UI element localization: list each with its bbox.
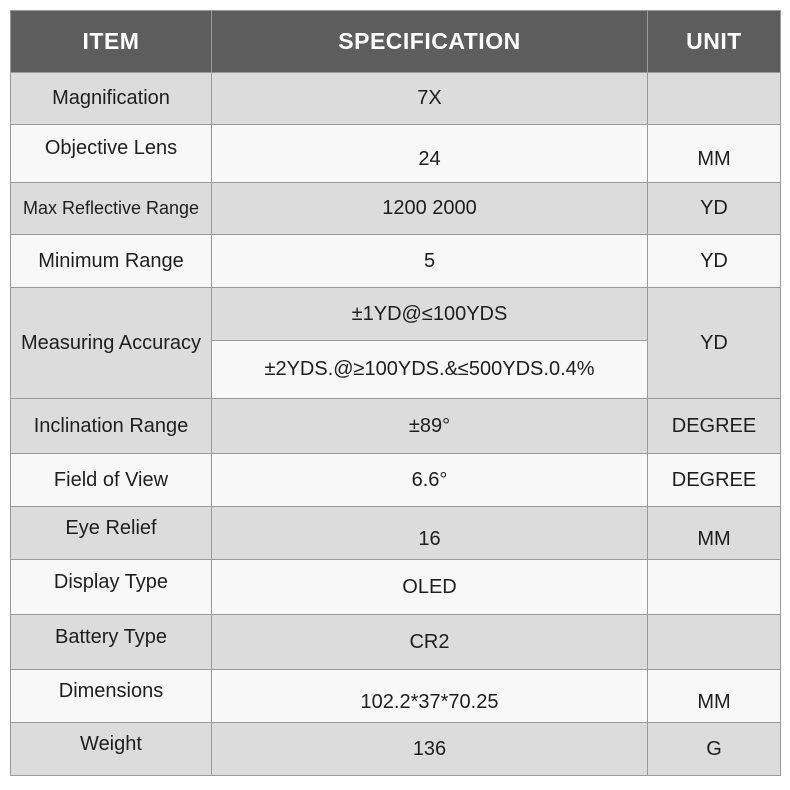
spec-cell-secondary: ±2YDS.@≥100YDS.&≤500YDS.0.4% (212, 341, 648, 399)
table-row (11, 615, 781, 670)
spec-cell: 102.2*37*70.25 (212, 670, 648, 723)
table-row (11, 723, 781, 776)
table-row (11, 73, 781, 125)
item-cell: Measuring Accuracy (11, 288, 212, 399)
item-cell: Objective Lens (11, 125, 212, 183)
table-row (11, 125, 781, 183)
unit-cell (648, 560, 781, 615)
spec-cell: 136 (212, 723, 648, 776)
unit-cell (648, 615, 781, 670)
spec-cell: ±89° (212, 399, 648, 454)
spec-cell: 24 (212, 125, 648, 183)
table-row (11, 235, 781, 288)
table-row (11, 183, 781, 235)
unit-cell: G (648, 723, 781, 776)
unit-cell: MM (648, 125, 781, 183)
item-cell: Dimensions (11, 670, 212, 723)
spec-cell: 6.6° (212, 454, 648, 507)
item-cell: Max Reflective Range (11, 183, 212, 235)
item-cell: Display Type (11, 560, 212, 615)
table-row (11, 399, 781, 454)
item-cell: Minimum Range (11, 235, 212, 288)
item-cell: Field of View (11, 454, 212, 507)
spec-cell: 16 (212, 507, 648, 560)
item-cell: Battery Type (11, 615, 212, 670)
table-row (11, 560, 781, 615)
item-cell: Weight (11, 723, 212, 776)
header-row (11, 11, 781, 73)
spec-cell: ±1YD@≤100YDS (212, 288, 648, 341)
header-unit: UNIT (648, 11, 781, 73)
item-cell: Eye Relief (11, 507, 212, 560)
header-item: ITEM (11, 11, 212, 73)
table-row (11, 670, 781, 723)
unit-cell: MM (648, 507, 781, 560)
specification-table (10, 10, 781, 776)
unit-cell: DEGREE (648, 399, 781, 454)
spec-cell: 7X (212, 73, 648, 125)
spec-cell: CR2 (212, 615, 648, 670)
table-row (11, 454, 781, 507)
unit-cell: MM (648, 670, 781, 723)
unit-cell: YD (648, 288, 781, 399)
unit-cell (648, 73, 781, 125)
unit-cell: DEGREE (648, 454, 781, 507)
table-row (11, 507, 781, 560)
spec-cell: OLED (212, 560, 648, 615)
spec-cell: 1200 2000 (212, 183, 648, 235)
item-cell: Inclination Range (11, 399, 212, 454)
spec-cell: 5 (212, 235, 648, 288)
item-cell: Magnification (11, 73, 212, 125)
table-row (11, 288, 781, 341)
header-specification: SPECIFICATION (212, 11, 648, 73)
spec-table-container (10, 10, 780, 776)
unit-cell: YD (648, 235, 781, 288)
unit-cell: YD (648, 183, 781, 235)
